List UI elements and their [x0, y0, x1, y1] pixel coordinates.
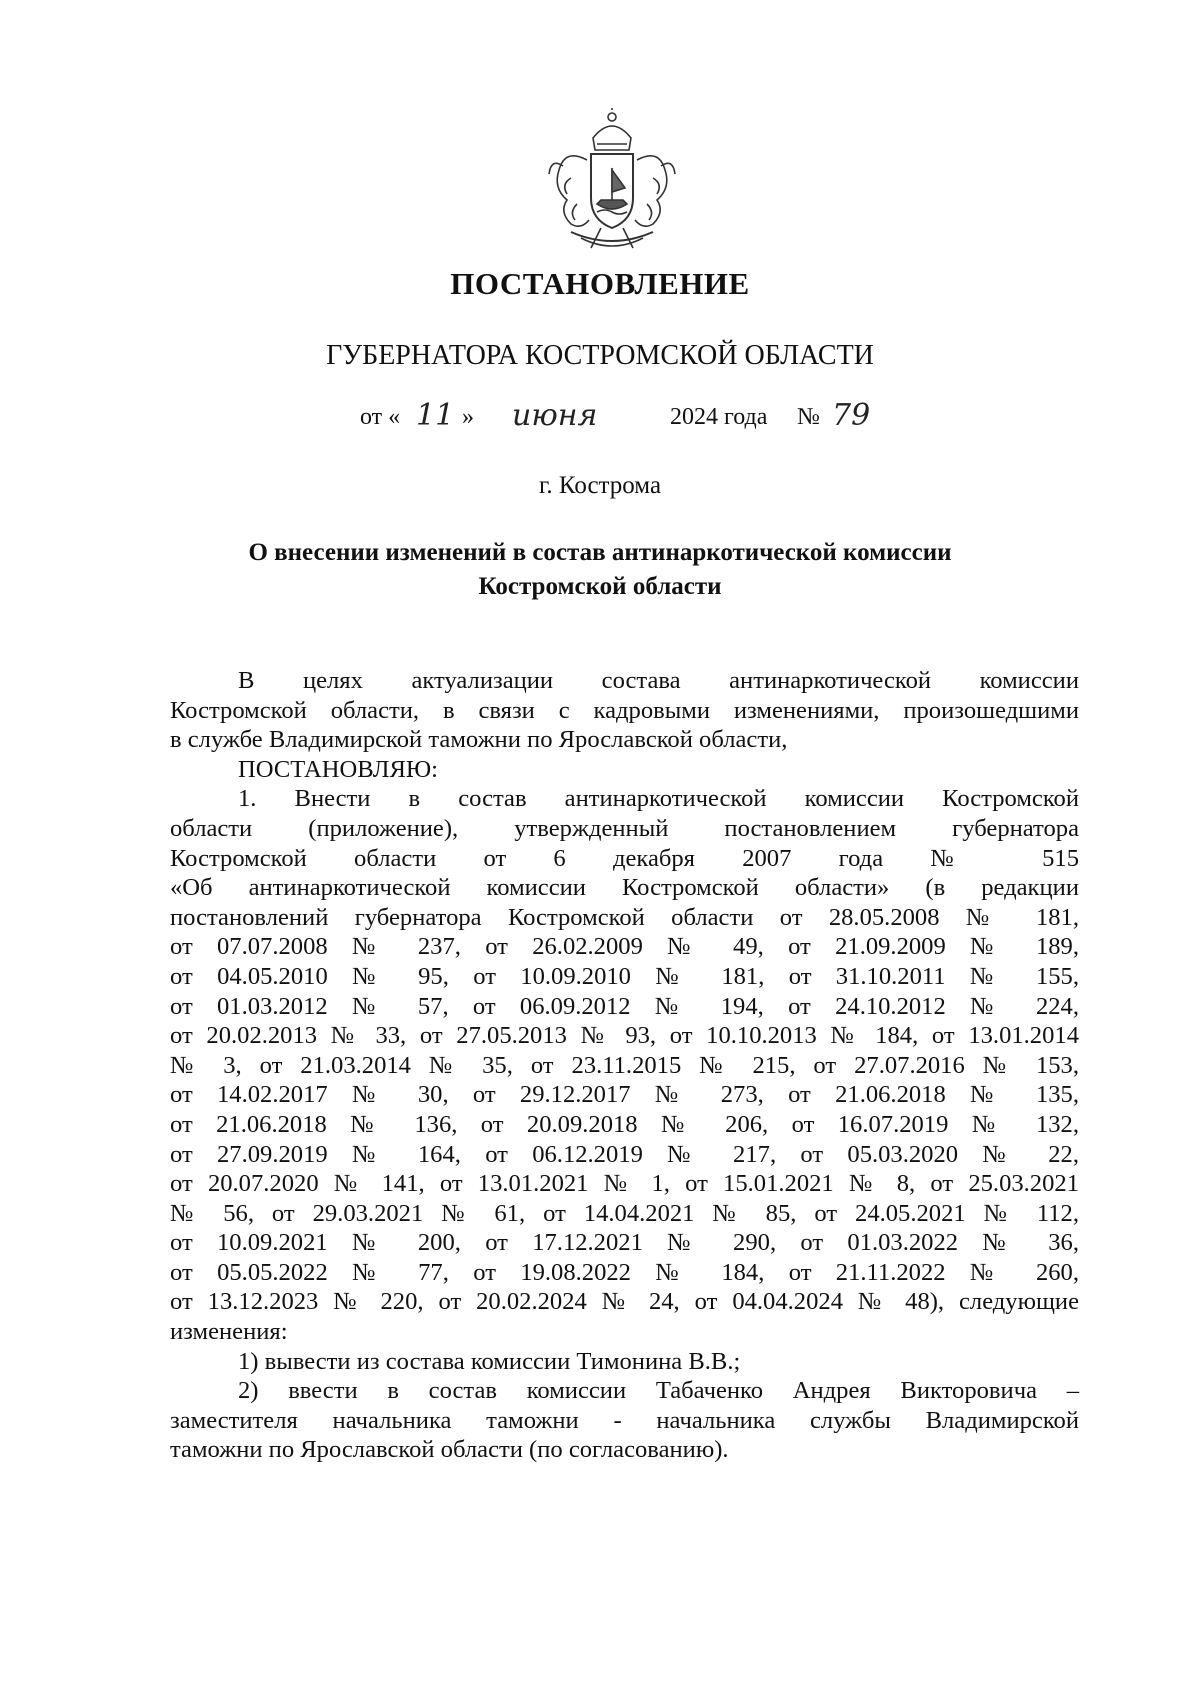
date-prefix: от «: [360, 404, 401, 430]
body-line: изменения:: [170, 1318, 288, 1346]
document-title: ПОСТАНОВЛЕНИЕ: [450, 266, 750, 301]
body-line: постановлений губернатора Костромской области от 28.05.2008 № 181,: [170, 903, 1079, 931]
date-day-handwritten: 11: [416, 398, 455, 433]
body-line: от 10.09.2021 № 200, от 17.12.2021 № 290, от 01.03.2022 № 36,: [170, 1229, 1079, 1257]
body-line: 1. Внести в состав антинаркотической комиссии Костромской: [238, 785, 1079, 813]
date-mid: »: [462, 404, 474, 430]
document-heading: [0, 536, 1200, 604]
date-year: 2024 года: [670, 404, 768, 430]
number-sign: №: [797, 404, 820, 430]
date-month-handwritten: июня: [512, 398, 598, 433]
body-line: области (приложение), утвержденный постановлением губернатора: [170, 814, 1079, 842]
body-line: заместителя начальника таможни - начальника службы Владимирской: [170, 1406, 1079, 1434]
body-line: от 07.07.2008 № 237, от 26.02.2009 № 49, от 21.09.2009 № 189,: [170, 933, 1079, 961]
body-line: № 3, от 21.03.2014 № 35, от 23.11.2015 № 215, от 27.07.2016 № 153,: [170, 1051, 1079, 1079]
body-line: от 01.03.2012 № 57, от 06.09.2012 № 194, от 24.10.2012 № 224,: [170, 992, 1079, 1020]
body-line: «Об антинаркотической комиссии Костромской области» (в редакции: [170, 874, 1079, 902]
body-line: от 27.09.2019 № 164, от 06.12.2019 № 217, от 05.03.2020 № 22,: [170, 1140, 1079, 1168]
coat-of-arms-emblem: [541, 108, 683, 256]
document-number-handwritten: 79: [832, 398, 871, 433]
body-line: 2) ввести в состав комиссии Табаченко Андрея Викторовича –: [238, 1377, 1079, 1405]
body-line: в службе Владимирской таможни по Ярославской области,: [170, 726, 788, 754]
body-line: от 20.02.2013 № 33, от 27.05.2013 № 93, от 10.10.2013 № 184, от 13.01.2014: [170, 1022, 1079, 1050]
body-line: 1) вывести из состава комиссии Тимонина В.В.;: [238, 1347, 741, 1375]
heading-line: О внесении изменений в состав антинаркотической комиссии: [248, 539, 952, 566]
body-line: Костромской области от 6 декабря 2007 года № 515: [170, 844, 1079, 872]
body-line: от 14.02.2017 № 30, от 29.12.2017 № 273, от 21.06.2018 № 135,: [170, 1081, 1079, 1109]
heading-line: Костромской области: [478, 573, 722, 600]
body-line: от 20.07.2020 № 141, от 13.01.2021 № 1, от 15.01.2021 № 8, от 25.03.2021: [170, 1170, 1079, 1198]
body-line: № 56, от 29.03.2021 № 61, от 14.04.2021 № 85, от 24.05.2021 № 112,: [170, 1199, 1079, 1227]
body-line: В целях актуализации состава антинаркотической комиссии: [238, 667, 1079, 694]
body-line: от 21.06.2018 № 136, от 20.09.2018 № 206, от 16.07.2019 № 132,: [170, 1110, 1079, 1138]
body-line: Костромской области, в связи с кадровыми изменениями, произошедшими: [170, 696, 1079, 724]
body-line: ПОСТАНОВЛЯЮ:: [238, 755, 438, 783]
body-line: от 04.05.2010 № 95, от 10.09.2010 № 181, от 31.10.2011 № 155,: [170, 962, 1079, 990]
body-line: от 05.05.2022 № 77, от 19.08.2022 № 184, от 21.11.2022 № 260,: [170, 1258, 1079, 1286]
body-line: от 13.12.2023 № 220, от 20.02.2024 № 24, от 04.04.2024 № 48), следующие: [170, 1288, 1079, 1316]
document-issuer: ГУБЕРНАТОРА КОСТРОМСКОЙ ОБЛАСТИ: [326, 340, 874, 371]
body-line: таможни по Ярославской области (по согласованию).: [170, 1436, 729, 1464]
city-line: г. Кострома: [538, 472, 662, 499]
document-body: [170, 666, 1079, 1465]
date-line: [360, 398, 960, 444]
